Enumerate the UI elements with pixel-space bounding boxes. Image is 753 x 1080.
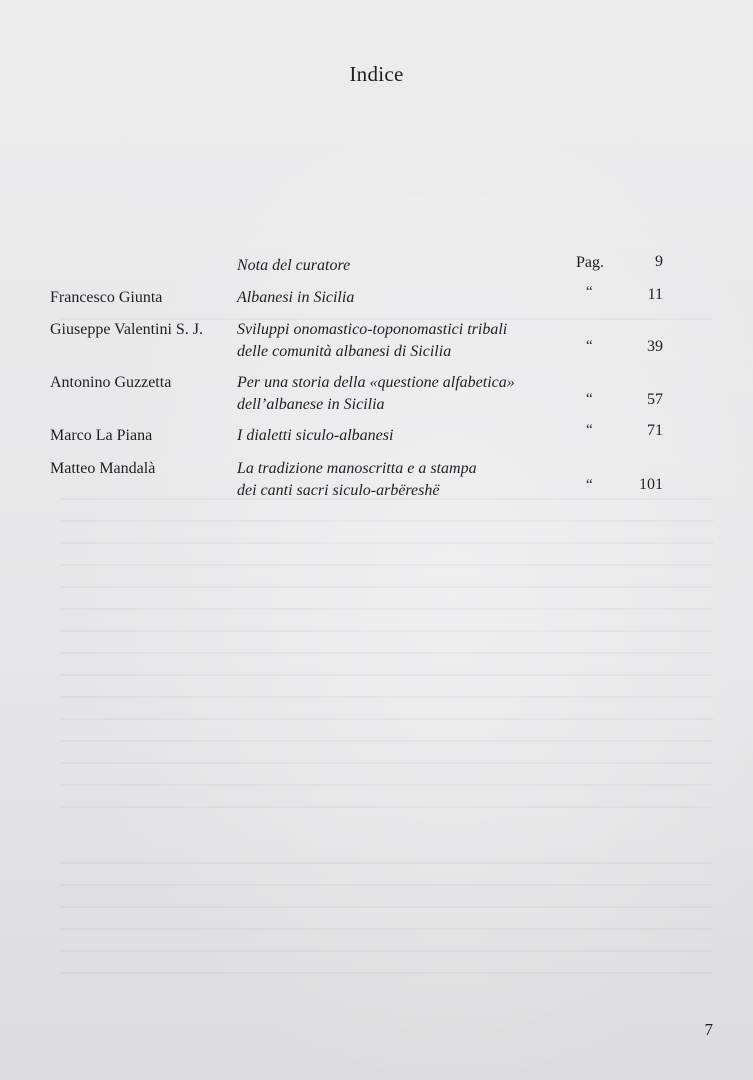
- toc-page-number: 11: [647, 286, 663, 303]
- bleed-through-line: [60, 740, 713, 742]
- bleed-through-line: [60, 928, 713, 930]
- toc-ditto-mark: “: [586, 422, 593, 438]
- toc-title: [237, 319, 507, 363]
- toc-title-line: Per una storia della «questione alfabetica»: [237, 374, 515, 391]
- toc-author: Antonino Guzzetta: [50, 374, 172, 391]
- bleed-through-line: [60, 498, 713, 500]
- toc-page-label: Pag.: [576, 254, 604, 271]
- bleed-through-line: [60, 718, 713, 720]
- bleed-through-line: [60, 608, 713, 610]
- bleed-through-line: [60, 630, 713, 632]
- toc-title-line: dell’albanese in Sicilia: [237, 396, 385, 413]
- toc-author: Matteo Mandalà: [50, 460, 156, 477]
- bleed-through-line: [60, 862, 713, 864]
- toc-title: [237, 255, 350, 277]
- toc-ditto-mark: “: [586, 338, 593, 354]
- bleed-through-line: [60, 564, 713, 566]
- bleed-through-line: [60, 806, 713, 808]
- toc-title: [237, 287, 354, 309]
- page-number: 7: [704, 1020, 713, 1039]
- bleed-through-line: [60, 972, 713, 974]
- bleed-through-line: [60, 906, 713, 908]
- bleed-through-line: [60, 652, 713, 654]
- bleed-through-line: [60, 520, 713, 522]
- toc-title-line: I dialetti siculo-albanesi: [237, 427, 394, 444]
- toc-title-line: Sviluppi onomastico-toponomastici tribali: [237, 321, 508, 338]
- toc-page-number: 57: [647, 391, 663, 408]
- bleed-through-line: [60, 586, 713, 588]
- bleed-through-line: [60, 696, 713, 698]
- toc-title-line: Nota del curatore: [237, 257, 351, 274]
- toc-title: [237, 458, 477, 502]
- toc-author: Marco La Piana: [50, 427, 153, 444]
- toc-title-line: Albanesi in Sicilia: [237, 289, 355, 306]
- toc-ditto-mark: “: [586, 391, 593, 407]
- toc-title-line: La tradizione manoscritta e a stampa: [237, 460, 477, 477]
- bleed-through-line: [60, 884, 713, 886]
- toc-author: Giuseppe Valentini S. J.: [50, 321, 204, 338]
- bleed-through-line: [60, 762, 713, 764]
- toc-title: [237, 372, 515, 416]
- toc-author: Francesco Giunta: [50, 289, 163, 306]
- toc-page-number: 71: [647, 422, 663, 439]
- toc-page-number: 9: [655, 253, 663, 270]
- toc-ditto-mark: “: [586, 477, 593, 493]
- bleed-through-line: [60, 784, 713, 786]
- bleed-through-line: [60, 318, 713, 320]
- bleed-through-line: [60, 950, 713, 952]
- toc-page-number: 101: [639, 476, 663, 493]
- page-title: Indice: [349, 62, 404, 86]
- toc-title-line: delle comunità albanesi di Sicilia: [237, 343, 452, 360]
- bleed-through-line: [60, 674, 713, 676]
- toc-ditto-mark: “: [586, 284, 593, 300]
- toc-title: [237, 425, 393, 447]
- toc-title-line: dei canti sacri siculo-arbëreshë: [237, 482, 440, 499]
- toc-page-number: 39: [647, 338, 663, 355]
- bleed-through-line: [60, 542, 713, 544]
